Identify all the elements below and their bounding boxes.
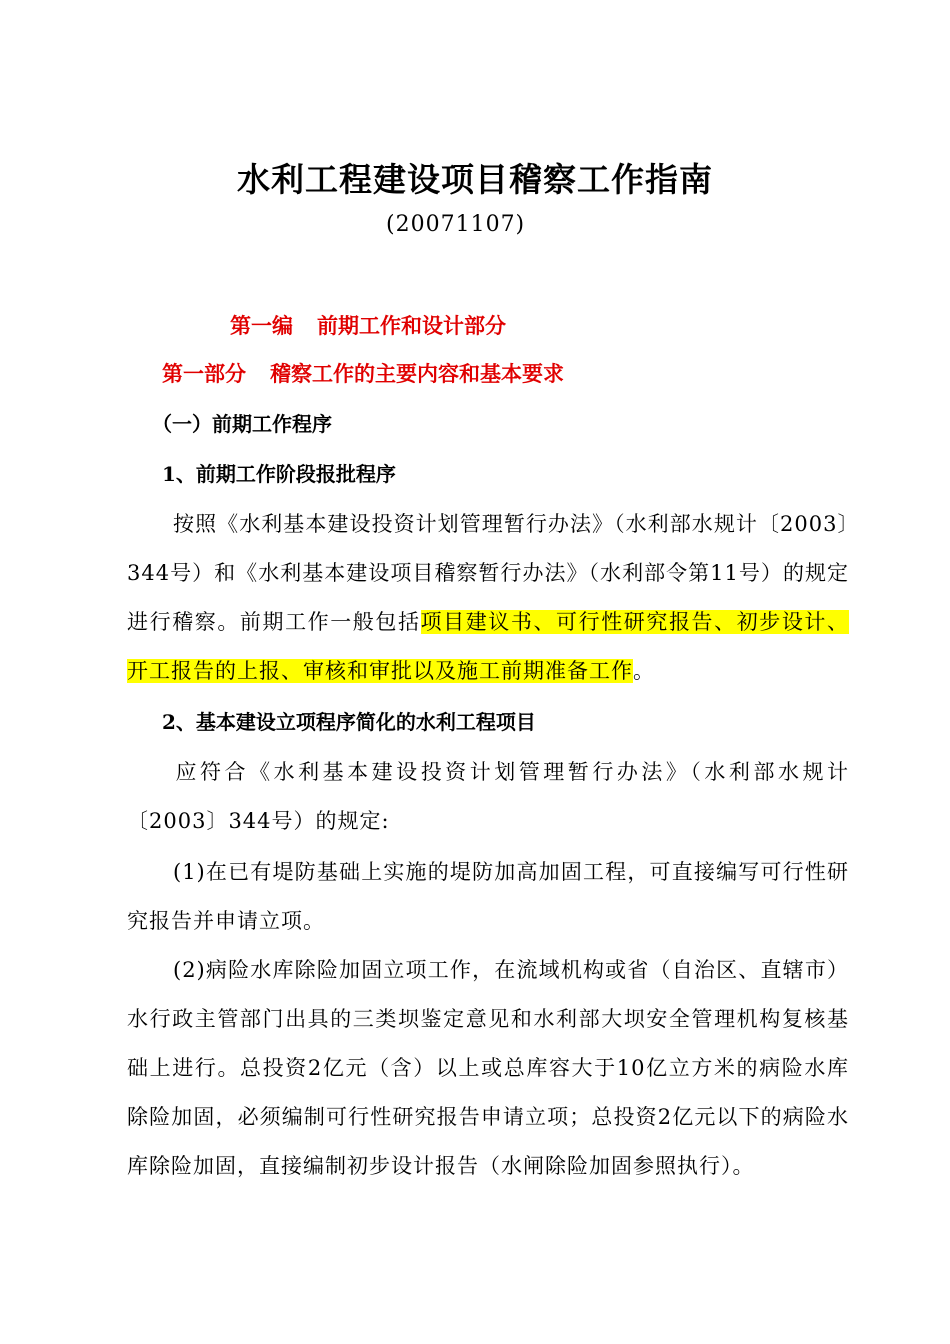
paragraph-4-text: (2)病险水库除险加固立项工作，在流域机构或省（自治区、直辖市）水行政主管部门出具的三类坝鉴定意见和水利部大坝安全管理机构复核基础上进行。总投资2亿元（含）以上或总库容大于10亿立方米的病险水库除险加固，必须编制可行性研究报告申请立项；总投资2亿元以下的病险水库除险加固，直接编制初步设计报告（水闸除险加固参照执行）。 (127, 958, 849, 1178)
paragraph-3-text: (1)在已有堤防基础上实施的堤防加高加固工程，可直接编写可行性研究报告并申请立项。 (127, 860, 849, 933)
part-title: 前期工作和设计部分 (317, 313, 506, 338)
paragraph-2-text: 应符合《水利基本建设投资计划管理暂行办法》（水利部水规计〔2003〕344号）的规定: (127, 760, 849, 833)
section-heading (162, 358, 564, 390)
part-label: 第一编 (230, 313, 293, 338)
part-heading (230, 310, 506, 342)
paragraph-1 (127, 500, 849, 696)
subsection-heading: （一）前期工作程序 (152, 412, 332, 436)
heading-1: 1、前期工作阶段报批程序 (162, 462, 396, 486)
section-title: 稽察工作的主要内容和基本要求 (270, 361, 564, 386)
document-date: (20071107) (386, 212, 526, 237)
document-title: 水利工程建设项目稽察工作指南 (237, 160, 713, 199)
paragraph-1-end: 。 (633, 659, 655, 683)
paragraph-3 (127, 848, 849, 946)
paragraph-1-text: 按照《水利基本建设投资计划管理暂行办法》（水利部水规计〔2003〕344号）和《水利基本建设项目稽察暂行办法》（水利部令第11号）的规定进行稽察。前期工作一般包括 (127, 512, 849, 634)
section-label: 第一部分 (162, 361, 246, 386)
paragraph-1-highlight: 项目建议书、可行性研究报告、初步设计、开工报告的上报、审核和审批以及施工前期准备工作 (127, 610, 850, 683)
paragraph-4 (127, 946, 849, 1191)
paragraph-2 (127, 748, 849, 846)
heading-2: 2、基本建设立项程序简化的水利工程项目 (162, 710, 536, 734)
